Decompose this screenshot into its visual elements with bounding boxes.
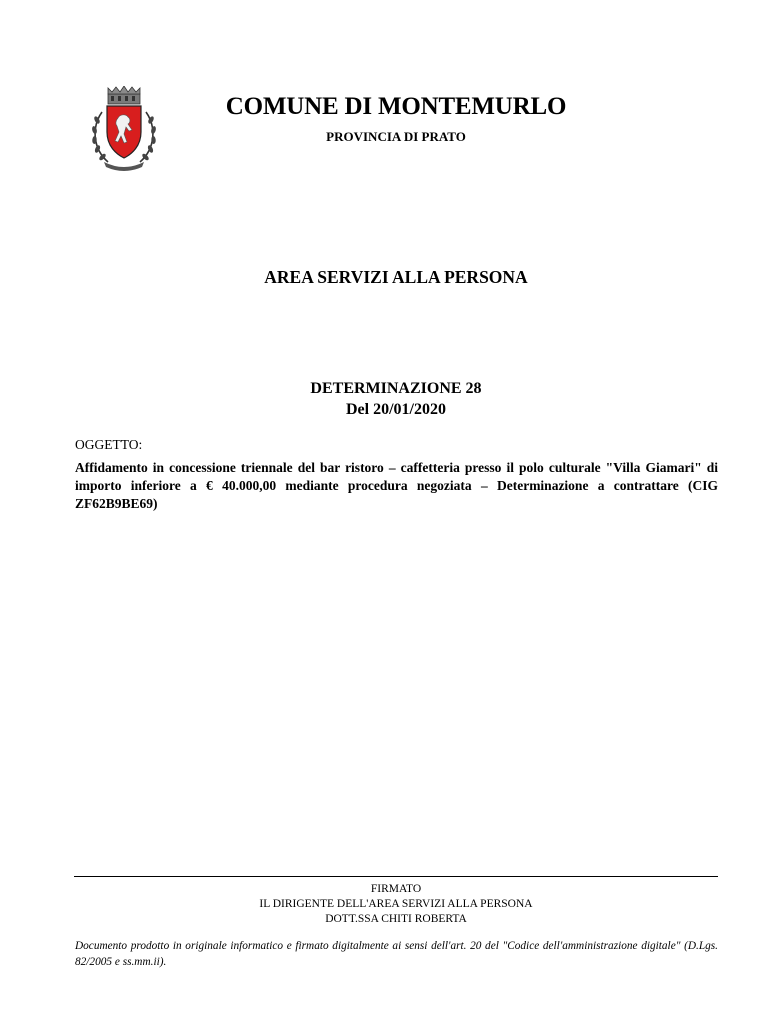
footer-note: Documento prodotto in originale informatico e firmato digitalmente ai sensi dell'art. 20 del "Codice dell'amministrazione digitale" (D.Lgs. 82/2005 e ss.mm.ii). [75, 940, 718, 968]
divider [74, 876, 718, 877]
signature-block [74, 882, 718, 927]
subject-label: OGGETTO: [75, 437, 143, 452]
area-heading: AREA SERVIZI ALLA PERSONA [264, 267, 528, 287]
page-subtitle: PROVINCIA DI PRATO [326, 129, 466, 144]
determination-date: Del 20/01/2020 [346, 401, 446, 418]
signature-status: FIRMATO [370, 883, 422, 895]
signature-role: IL DIRIGENTE DELL'AREA SERVIZI ALLA PERSONA [259, 898, 533, 910]
determination-heading [0, 378, 770, 420]
signature-name: DOTT.SSA CHITI ROBERTA [325, 913, 467, 925]
subject-text: Affidamento in concessione triennale del bar ristoro – caffetteria presso il polo culturale "Villa Giamari" di importo inferiore a € 40.000,00 mediante procedura negoziata – Determinazione a contrattare (CIG ZF62B9BE69) [75, 460, 718, 511]
determination-number: DETERMINAZIONE 28 [310, 380, 482, 397]
page-title: COMUNE DI MONTEMURLO [225, 93, 567, 120]
municipal-crest-icon [88, 86, 160, 172]
